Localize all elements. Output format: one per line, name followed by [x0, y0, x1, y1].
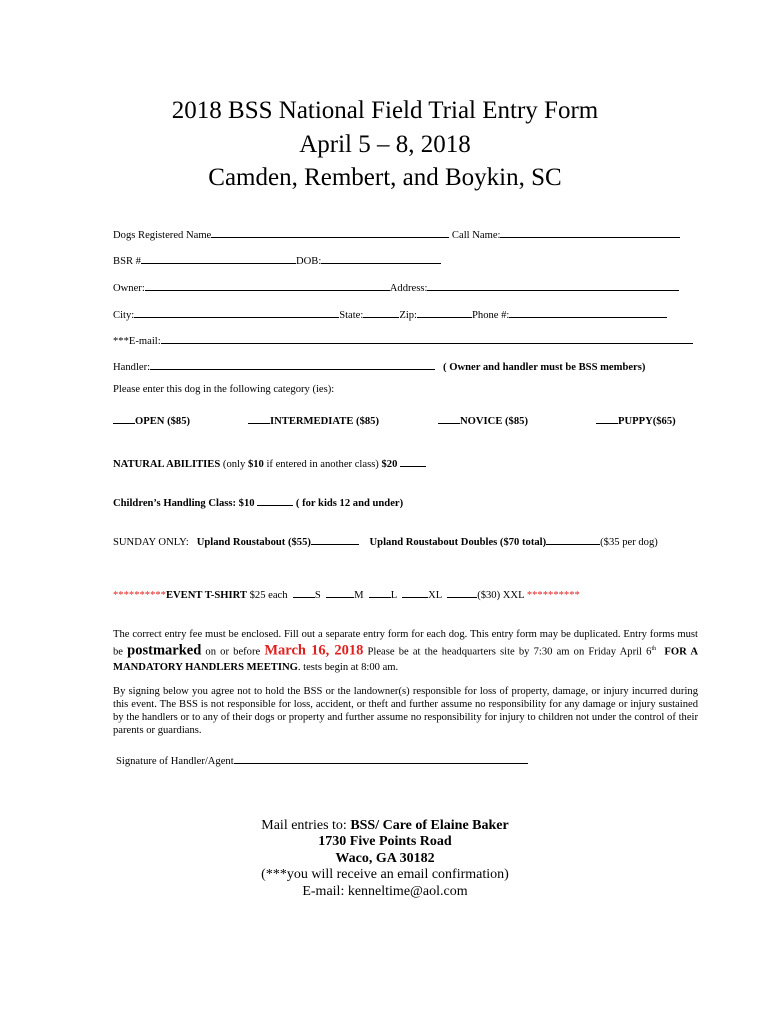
handler-note: ( Owner and handler must be BSS members)	[443, 362, 646, 373]
category-intermediate	[248, 412, 379, 427]
mail-line-1	[0, 818, 770, 835]
natural-abilities-note-amount: $10	[247, 459, 264, 470]
tshirt-stars-end: **********	[526, 590, 580, 601]
tshirt-label: EVENT T-SHIRT	[165, 590, 247, 601]
email-label: ***E-mail:	[113, 336, 161, 347]
puppy-label: PUPPY($65)	[618, 416, 676, 427]
natural-abilities-field[interactable]	[400, 455, 426, 467]
postmarked-text: postmarked	[127, 642, 202, 659]
zip-label: Zip:	[399, 310, 417, 321]
instructions-paragraph	[113, 627, 698, 675]
zip-field[interactable]	[417, 306, 472, 318]
mail-prefix: Mail entries to:	[261, 818, 351, 833]
handler-label: Handler:	[113, 362, 151, 373]
date-suffix: th	[651, 646, 657, 652]
form-title: 2018 BSS National Field Trial Entry Form	[171, 97, 599, 124]
category-novice	[438, 412, 528, 427]
event-location: Camden, Rembert, and Boykin, SC	[208, 164, 562, 191]
puppy-field[interactable]	[596, 412, 618, 424]
city-label: City:	[113, 310, 135, 321]
liability-paragraph: By signing below you agree not to hold the BSS or the landowner(s) responsible for loss of property, damage, or injury incurred during this event. The BSS is not responsible for loss, accident, or theft and further assume no responsibility for any damage or injury sustained by the handlers or to any of their dogs or property and further assume no responsibility for injury to children not under the control of their parents or guardians.	[113, 686, 698, 736]
natural-abilities-row	[113, 455, 426, 470]
intermediate-field[interactable]	[248, 412, 270, 424]
owner-row	[113, 279, 679, 294]
address-field[interactable]	[427, 279, 679, 291]
doubles-label: Upland Roustabout Doubles ($70 total)	[369, 537, 547, 548]
mail-email: E-mail: kenneltime@aol.com	[302, 884, 468, 899]
bsr-label: BSR #	[113, 256, 141, 267]
natural-abilities-note-prefix: (only	[222, 459, 248, 470]
tshirt-m: M	[354, 590, 364, 601]
childrens-field[interactable]	[257, 494, 293, 506]
dob-label: DOB:	[295, 256, 322, 267]
phone-field[interactable]	[509, 306, 667, 318]
signature-row	[116, 752, 528, 767]
novice-field[interactable]	[438, 412, 460, 424]
natural-abilities-fee: $20	[381, 459, 398, 470]
dog-name-row	[113, 226, 680, 241]
open-field[interactable]	[113, 412, 135, 424]
mail-name: BSS/ Care of Elaine Baker	[350, 818, 509, 833]
category-puppy	[596, 412, 676, 427]
mail-city: Waco, GA 30182	[335, 851, 435, 866]
instructions-part-a: The correct entry fee must be enclosed. Fill out a separate entry form for each dog. This entry form may be duplicated. Entry forms must be	[113, 629, 698, 658]
bsr-row	[113, 252, 441, 267]
tshirt-l: L	[390, 590, 397, 601]
call-name-label: Call Name:	[451, 230, 501, 241]
sunday-row	[113, 533, 658, 548]
event-dates: April 5 – 8, 2018	[299, 131, 471, 158]
mail-confirmation: (***you will receive an email confirmation)	[261, 867, 509, 882]
tshirt-row	[113, 586, 580, 601]
instructions-part-b: on or before	[201, 646, 265, 658]
natural-abilities-note-suffix: if entered in another class)	[263, 459, 379, 470]
call-name-field[interactable]	[500, 226, 680, 238]
per-dog-note: ($35 per dog)	[600, 537, 658, 548]
dob-field[interactable]	[321, 252, 441, 264]
email-field[interactable]	[161, 332, 693, 344]
childrens-note: ( for kids 12 and under)	[295, 498, 404, 509]
novice-label: NOVICE ($85)	[460, 416, 528, 427]
tshirt-stars-start: **********	[113, 590, 166, 601]
state-field[interactable]	[363, 306, 399, 318]
mail-street: 1730 Five Points Road	[318, 834, 452, 849]
category-open	[113, 412, 190, 427]
phone-label: Phone #:	[472, 310, 510, 321]
city-field[interactable]	[134, 306, 339, 318]
childrens-label: Children’s Handling Class: $10	[113, 498, 255, 509]
instructions-part-c: Please be at the headquarters site by 7:30 am on Friday April 6	[363, 646, 652, 658]
category-prompt: Please enter this dog in the following category (ies):	[113, 384, 335, 395]
bsr-field[interactable]	[141, 252, 296, 264]
natural-abilities-label: NATURAL ABILITIES	[113, 459, 221, 470]
owner-field[interactable]	[145, 279, 390, 291]
handler-field[interactable]	[150, 358, 435, 370]
intermediate-label: INTERMEDIATE ($85)	[270, 416, 379, 427]
roustabout-label: Upland Roustabout ($55)	[196, 537, 311, 548]
email-row	[113, 332, 693, 347]
tshirt-xl: XL	[428, 590, 442, 601]
tshirt-l-field[interactable]	[369, 586, 391, 598]
dog-name-label: Dogs Registered Name	[113, 230, 212, 241]
tshirt-xxl: ($30) XXL	[477, 590, 525, 601]
childrens-row	[113, 494, 403, 509]
deadline-text: March 16, 2018	[264, 642, 364, 659]
handler-row	[113, 358, 645, 373]
tshirt-s-field[interactable]	[293, 586, 315, 598]
signature-label: Signature of Handler/Agent	[116, 756, 234, 767]
tshirt-s: S	[314, 590, 321, 601]
signature-field[interactable]	[234, 752, 528, 764]
city-row	[113, 306, 667, 321]
meeting-text: FOR A MANDATORY HANDLERS MEETING	[113, 646, 698, 673]
tshirt-xl-field[interactable]	[402, 586, 428, 598]
dog-name-field[interactable]	[211, 226, 449, 238]
instructions-part-d: . tests begin at 8:00 am.	[297, 661, 399, 673]
tshirt-xxl-field[interactable]	[447, 586, 477, 598]
tshirt-price: $25 each	[249, 590, 288, 601]
owner-label: Owner:	[113, 283, 145, 294]
roustabout-field[interactable]	[311, 533, 359, 545]
open-label: OPEN ($85)	[135, 416, 191, 427]
state-label: State:	[339, 310, 364, 321]
tshirt-m-field[interactable]	[326, 586, 354, 598]
doubles-field[interactable]	[546, 533, 600, 545]
sunday-label: SUNDAY ONLY:	[113, 537, 189, 548]
address-label: Address:	[389, 283, 428, 294]
